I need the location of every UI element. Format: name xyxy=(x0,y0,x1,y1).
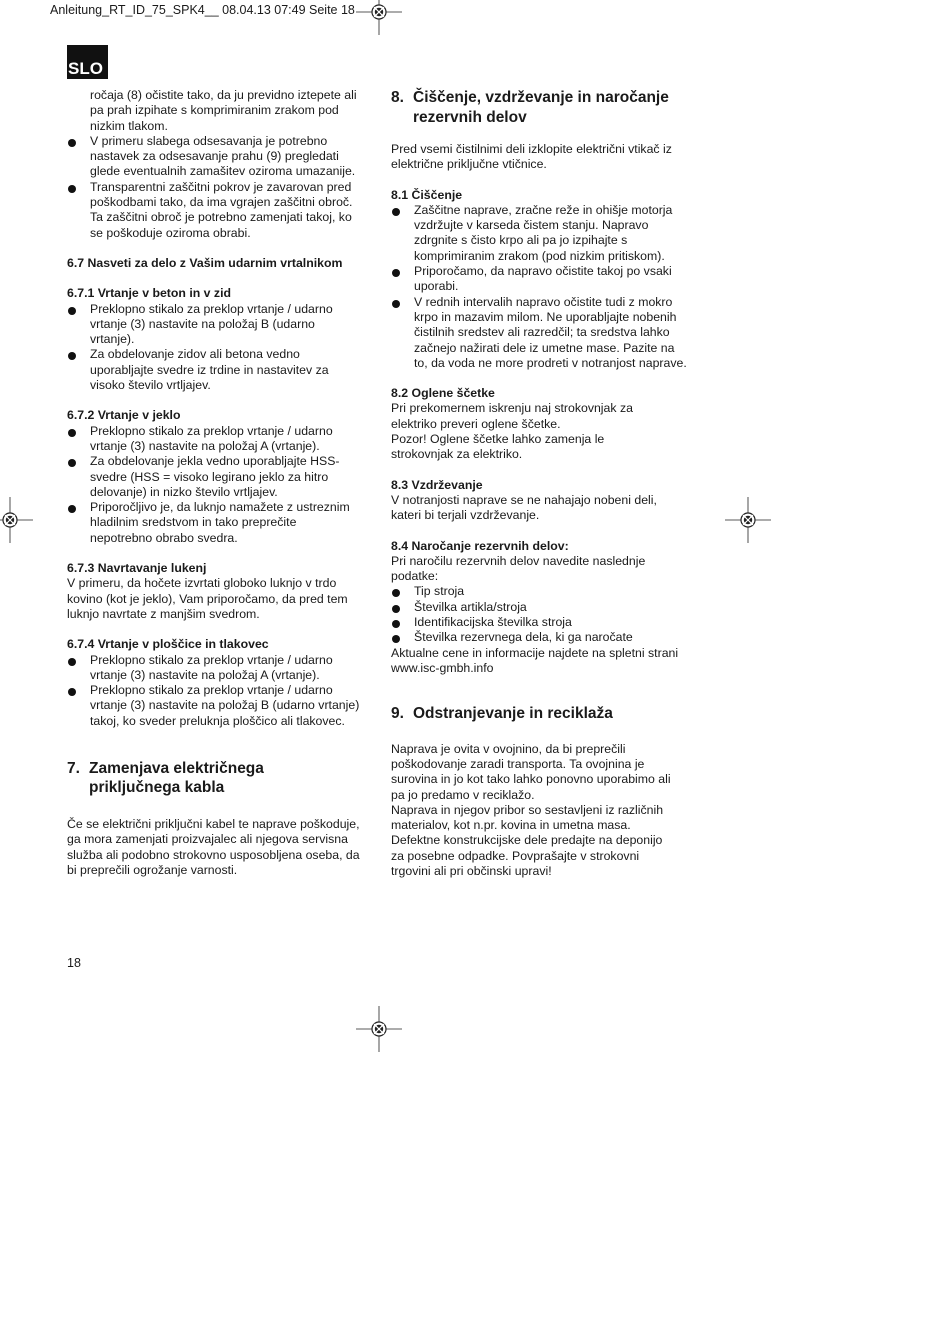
bullet-list-6-7-1 xyxy=(67,302,372,394)
section-8-heading: 8. Čiščenje, vzdrževanje in naročanje rezervnih delov xyxy=(391,89,669,126)
list-item: V primeru slabega odsesavanja je potrebno nastavek za odsesavanje prahu (9) pregledati glede eventualnih zamašitev oziroma umazanije. xyxy=(67,134,372,180)
heading-6-7-3: 6.7.3 Navrtavanje lukenj xyxy=(67,561,207,576)
section-9-heading: 9. Odstranjevanje in reciklaža xyxy=(391,705,613,723)
language-tag: SLO xyxy=(67,45,108,79)
paragraph-6-7-3: V primeru, da hočete izvrtati globoko luknjo v trdo kovino (kot je jeklo), Vam priporočamo, da pred tem luknjo navrtate z manjšim svedrom. xyxy=(67,576,348,621)
file-header: Anleitung_RT_ID_75_SPK4__ 08.04.13 07:49 Seite 18 xyxy=(50,3,355,17)
registration-mark-icon xyxy=(0,497,33,543)
bullet-list-6-7-2 xyxy=(67,424,372,546)
registration-mark-icon xyxy=(356,1006,402,1052)
list-item: Preklopno stikalo za preklop vrtanje / udarno vrtanje (3) nastavite na položaj B (udarno vrtanje). xyxy=(67,302,372,348)
list-item: Transparentni zaščitni pokrov je zavarovan pred poškodbami tako, da ima vgrajen zaščitni obroč. Ta zaščitni obroč je potrebno zamenjati takoj, ko se poškoduje oziroma obrabi. xyxy=(67,180,372,241)
paragraph-8-3: V notranjosti naprave se ne nahajajo nobeni deli, kateri bi terjali vzdrževanje. xyxy=(391,492,657,523)
section-7-heading: 7. Zamenjava električnega priključnega kabla xyxy=(67,759,264,797)
list-item: Za obdelovanje jekla vedno uporabljajte HSS- svedre (HSS = visoko legirano jeklo za hitro delovanje) in nizko število vrtljajev. xyxy=(67,454,372,500)
list-item: Številka artikla/stroja xyxy=(391,600,696,615)
paragraph-9: Naprava je ovita v ovojnino, da bi preprečili poškodovanje zaradi transporta. Ta ovojnina je surovina in jo kot tako lahko ponovno uporabimo ali pa jo predamo v reciklažo. Naprava in njegov pribor so sestavljeni iz različnih materialov, kot n.pr. kovina in umetna masa. Defektne konstrukcijske dele predajte na deponijo za posebne odpadke. Povprašajte v strokovni trgovini ali pri občinski upravi! xyxy=(391,741,671,879)
page-number: 18 xyxy=(67,956,81,970)
section-number: 9. xyxy=(391,705,404,723)
heading-6-7-2: 6.7.2 Vrtanje v jeklo xyxy=(67,408,181,423)
section-number: 8. xyxy=(391,89,404,106)
list-item: Priporočljivo je, da luknjo namažete z ustreznim hladilnim sredstvom in tako preprečite nepotrebno obrabo svedra. xyxy=(67,500,372,546)
intro-paragraph: ročaja (8) očistite tako, da ju previdno iztepete ali pa prah izpihate s komprimiranim zrakom pod nizkim tlakom. xyxy=(90,88,357,133)
list-item: V rednih intervalih napravo očistite tudi z mokro krpo in mazavim milom. Ne uporabljajte nobenih čistilnih sredstev ali razredčil; ta sredstva lahko začnejo nažirati dele iz umetne mase. Pazite na to, da voda ne more prodreti v notranjost naprave. xyxy=(391,295,696,371)
heading-8-2: 8.2 Oglene ščetke xyxy=(391,386,495,401)
list-item: Preklopno stikalo za preklop vrtanje / udarno vrtanje (3) nastavite na položaj A (vrtanje). xyxy=(67,653,372,684)
heading-8-1: 8.1 Čiščenje xyxy=(391,187,463,202)
paragraph-8-2: Pri prekomernem iskrenju naj strokovnjak za elektriko preveri oglene ščetke. Pozor! Oglene ščetke lahko zamenja le strokovnjak za elektriko. xyxy=(391,401,633,462)
section-number: 7. xyxy=(67,759,80,777)
bullet-list-6-7-4 xyxy=(67,653,372,729)
paragraph-7: Če se električni priključni kabel te naprave poškoduje, ga mora zamenjati proizvajalec ali njegova servisna služba ali podobno strokovno usposobljena oseba, da bi preprečili ogrožanje varnosti. xyxy=(67,816,360,877)
heading-8-4: 8.4 Naročanje rezervnih delov: xyxy=(391,538,569,553)
list-item: Identifikacijska številka stroja xyxy=(391,615,696,630)
paragraph-8-4-website: Aktualne cene in informacije najdete na spletni strani www.isc-gmbh.info xyxy=(391,645,679,675)
list-item: Številka rezervnega dela, ki ga naročate xyxy=(391,630,696,645)
right-column xyxy=(391,88,696,879)
heading-6-7-4: 6.7.4 Vrtanje v ploščice in tlakovec xyxy=(67,637,269,652)
list-item: Zaščitne naprave, zračne reže in ohišje motorja vzdržujte v karseda čistem stanju. Napravo zdrgnite s čisto krpo ali pa jo izpihajte s komprimiranim zrakom (pod nizkim pritiskom). xyxy=(391,203,696,264)
bullet-list-8-4 xyxy=(391,584,696,645)
list-item: Preklopno stikalo za preklop vrtanje / udarno vrtanje (3) nastavite na položaj B (udarno vrtanje) takoj, ko sveder preluknja ploščico ali tlakovec. xyxy=(67,683,372,729)
paragraph-8: Pred vsemi čistilnimi deli izklopite električni vtikač iz električne priključne vtičnice. xyxy=(391,142,672,172)
left-column xyxy=(67,88,372,878)
registration-mark-icon xyxy=(356,0,402,35)
heading-6-7-1: 6.7.1 Vrtanje v beton in v zid xyxy=(67,286,232,301)
registration-mark-icon xyxy=(725,497,771,543)
paragraph-8-4: Pri naročilu rezervnih delov navedite naslednje podatke: xyxy=(391,553,646,584)
heading-6-7: 6.7 Nasveti za delo z Vašim udarnim vrtalnikom xyxy=(67,255,343,270)
list-item: Priporočamo, da napravo očistite takoj po vsaki uporabi. xyxy=(391,264,696,295)
list-item: Za obdelovanje zidov ali betona vedno uporabljajte svedre iz trdine in nastavitev za visoko število vrtljajev. xyxy=(67,347,372,393)
cleaning-bullet-list xyxy=(67,134,372,241)
list-item: Tip stroja xyxy=(391,584,696,599)
list-item: Preklopno stikalo za preklop vrtanje / udarno vrtanje (3) nastavite na položaj A (vrtanje). xyxy=(67,424,372,455)
bullet-list-8-1 xyxy=(391,203,696,371)
heading-8-3: 8.3 Vzdrževanje xyxy=(391,477,483,492)
